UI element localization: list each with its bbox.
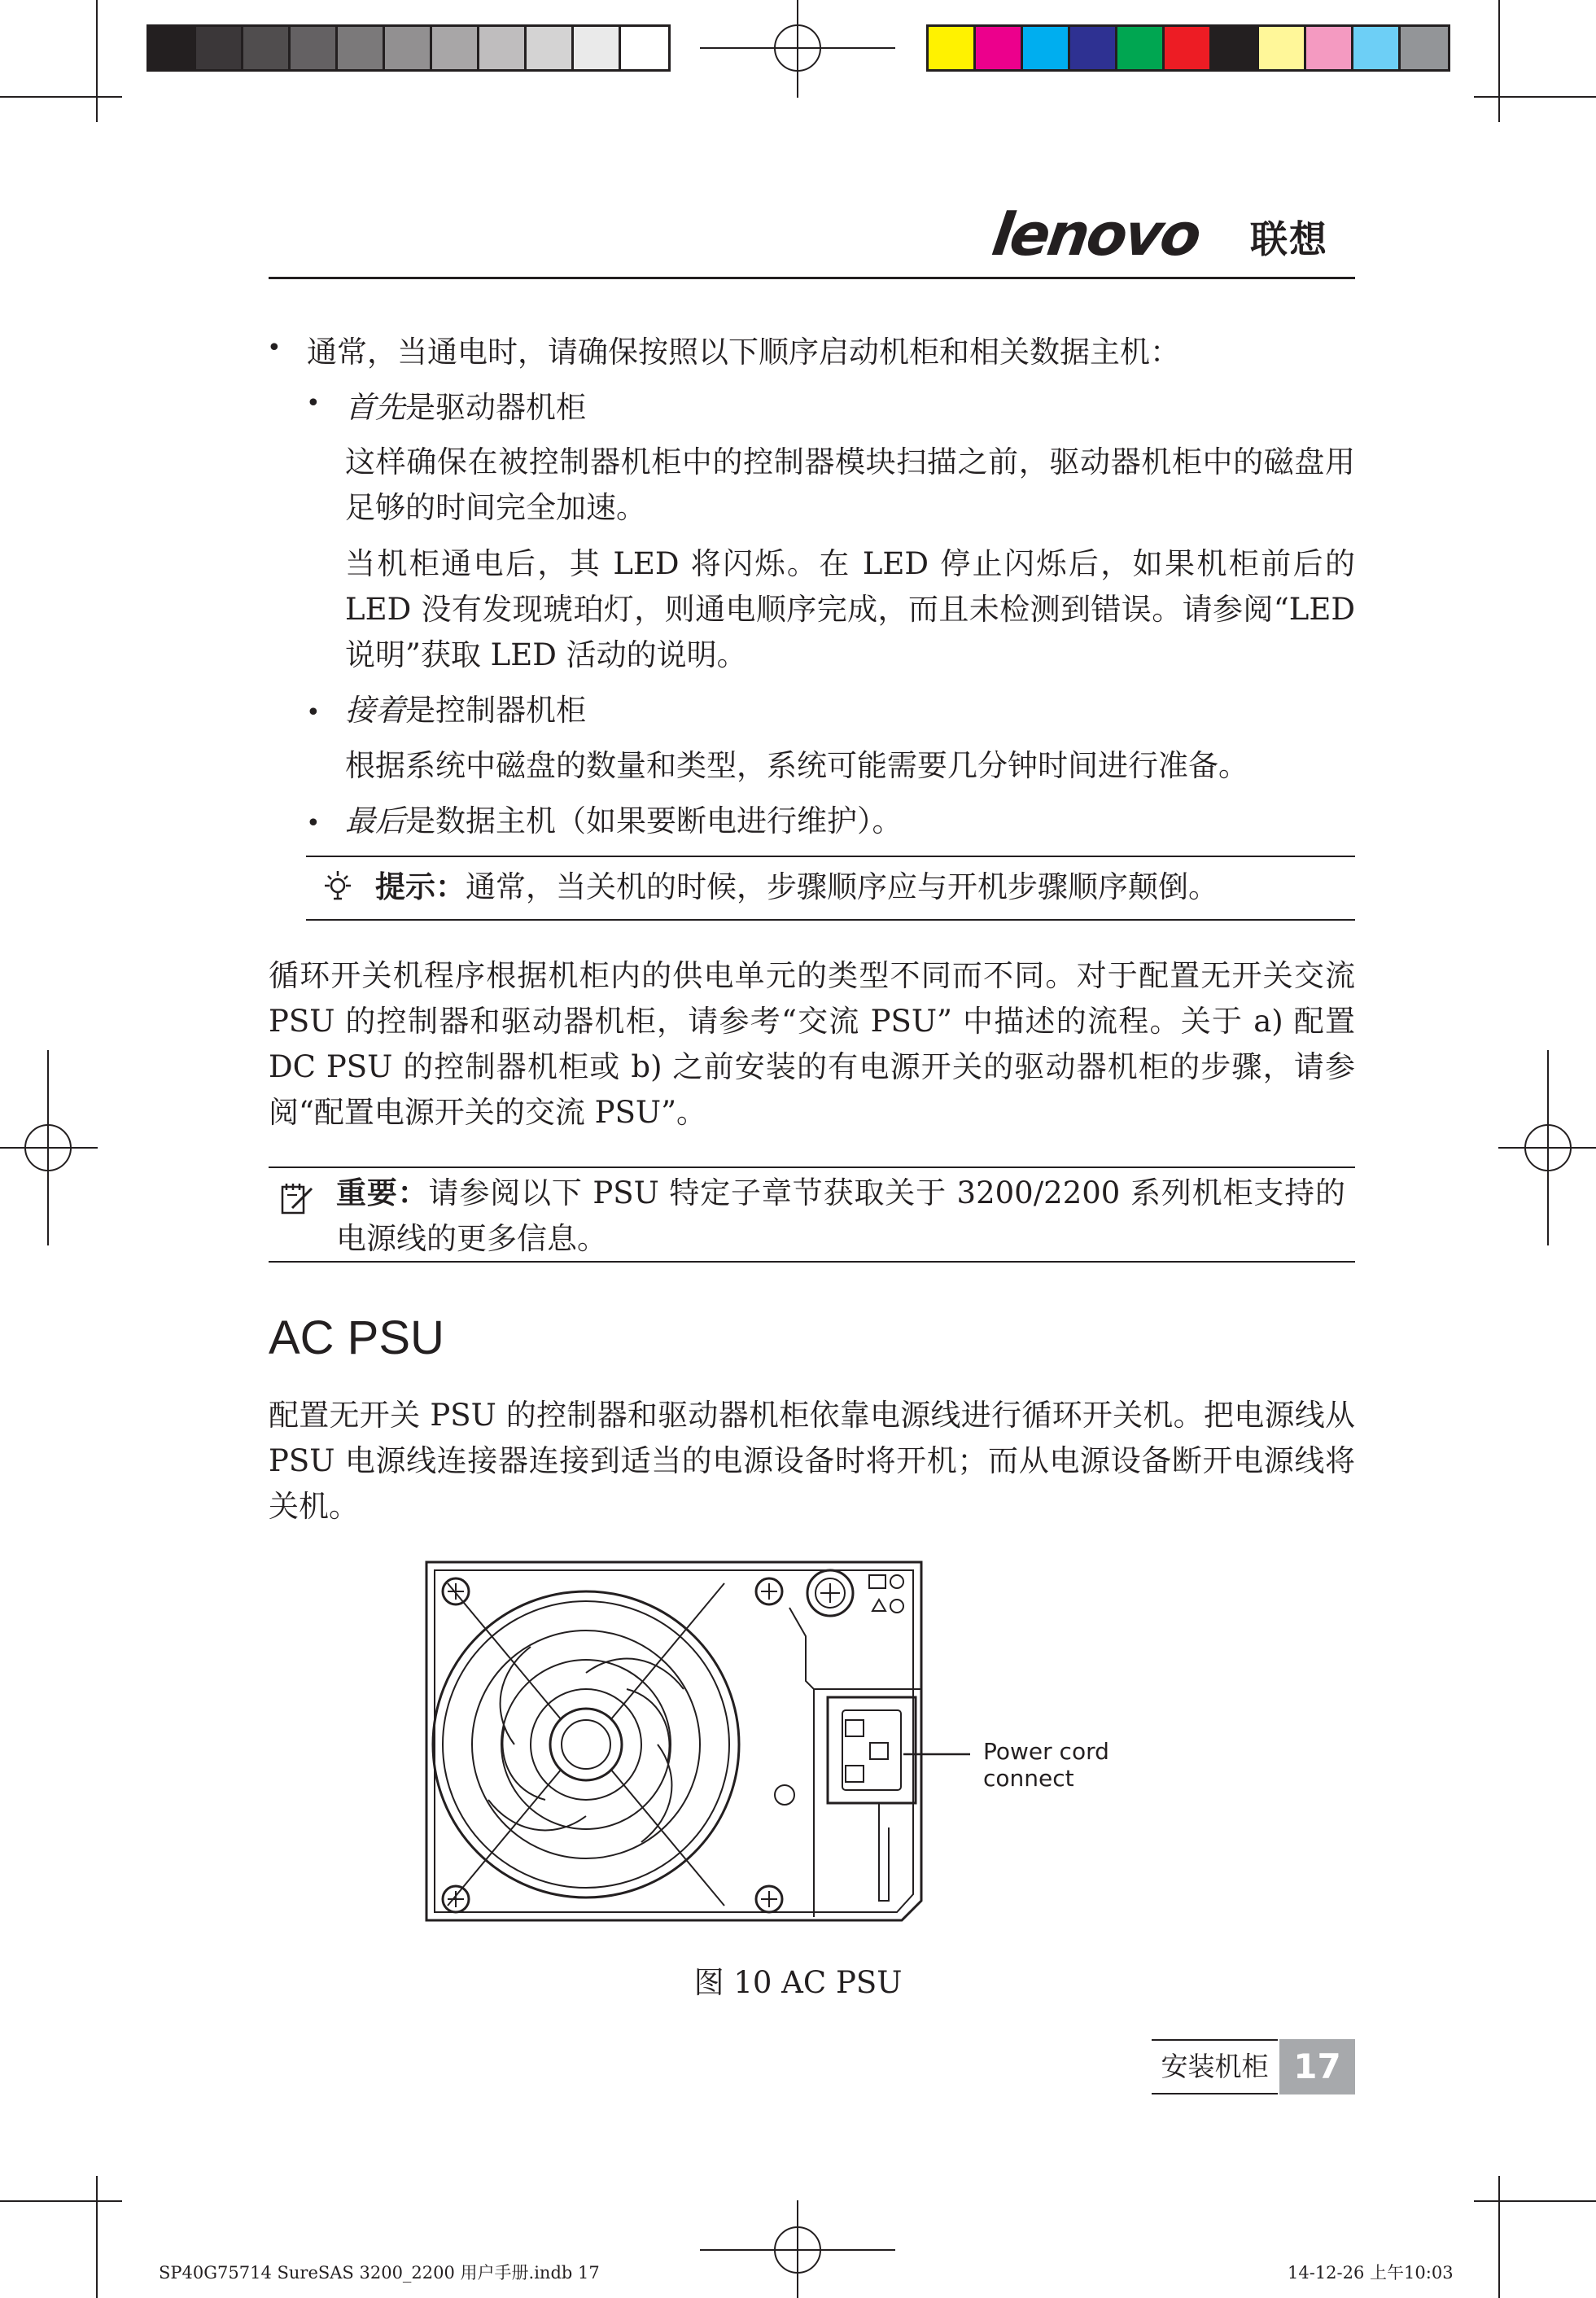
color-swatch xyxy=(385,27,432,69)
bullet-marker: • xyxy=(267,334,282,362)
registration-mark-right xyxy=(1498,1050,1596,1245)
sub-bullet-rest: 是驱动器机柜 xyxy=(405,390,586,425)
sub-bullet-data-host xyxy=(345,799,1354,844)
color-swatch xyxy=(1401,27,1448,69)
registration-mark-bottom xyxy=(700,2200,895,2298)
color-swatch xyxy=(976,27,1023,69)
sub1-paragraph-1: 这样确保在被控制器机柜中的控制器模块扫描之前，驱动器机柜中的磁盘用足够的时间完全加速。 xyxy=(345,444,1355,525)
crop-mark xyxy=(0,96,122,98)
crop-mark xyxy=(1498,0,1500,122)
registration-mark-top xyxy=(700,0,895,98)
sub-bullet-lead: 首先 xyxy=(345,390,405,425)
color-swatch xyxy=(1023,27,1070,69)
sub-bullet-lead: 最后 xyxy=(345,803,405,838)
figure-caption: 图 10 AC PSU xyxy=(693,1965,903,2000)
important-rule-top xyxy=(269,1167,1355,1168)
header-rule xyxy=(269,277,1355,279)
tip-body: 通常，当关机的时候，步骤顺序应与开机步骤顺序颠倒。 xyxy=(466,869,1218,904)
tip-label: 提示： xyxy=(375,869,466,904)
color-swatch xyxy=(1070,27,1117,69)
power-cycle-paragraph: 循环开关机程序根据机柜内的供电单元的类型不同而不同。对于配置无开关交流 PSU 的控制器和驱动器机柜，请参考“交流 PSU” 中描述的流程。关于 a) 配置 DC PSU 的控制器机柜或 b) 之前安装的有电源开关的驱动器机柜的步骤，请参阅“配置电源开关的交流 PSU”。 xyxy=(269,958,1355,1130)
sub-bullet-rest: 是数据主机（如果要断电进行维护）。 xyxy=(405,803,903,838)
page-number: 17 xyxy=(1279,2039,1355,2094)
color-swatch xyxy=(291,27,338,69)
sub1-paragraph-2: 当机柜通电后，其 LED 将闪烁。在 LED 停止闪烁后，如果机柜前后的 LED 没有发现琥珀灯，则通电顺序完成，而且未检测到错误。请参阅“LED 说明”获取 LED 活动的说明。 xyxy=(345,546,1355,672)
color-swatch xyxy=(338,27,385,69)
bullet-marker: • xyxy=(306,809,321,838)
color-swatch xyxy=(1212,27,1259,69)
crop-mark xyxy=(1474,96,1596,98)
color-swatch xyxy=(527,27,574,69)
important-rule-bottom xyxy=(269,1261,1355,1263)
ac-psu-figure xyxy=(423,1559,1205,1933)
sub-bullet-lead: 接着 xyxy=(345,693,405,728)
color-swatch xyxy=(1306,27,1353,69)
footer-section-name: 安装机柜 xyxy=(1152,2039,1278,2094)
color-swatch xyxy=(574,27,621,69)
logo-chinese: 联想 xyxy=(1250,217,1328,261)
color-swatch xyxy=(196,27,243,69)
registration-mark-left xyxy=(0,1050,98,1245)
bullet-marker: • xyxy=(306,698,321,727)
crop-mark xyxy=(1498,2176,1500,2298)
color-swatch xyxy=(243,27,291,69)
sub-bullet-controller-enclosure xyxy=(345,688,1354,733)
color-swatch xyxy=(432,27,479,69)
sub-bullet-drive-enclosure xyxy=(345,385,1354,431)
figure-callout-label: Power cord connect xyxy=(983,1738,1109,1792)
color-swatch xyxy=(621,27,668,69)
tip-rule-bottom xyxy=(306,919,1355,921)
note-pencil-icon xyxy=(279,1180,315,1216)
logo-wordmark: lenovo xyxy=(988,200,1204,269)
sub-bullet-rest: 是控制器机柜 xyxy=(405,693,586,728)
tip-rule-top xyxy=(306,856,1355,857)
color-swatch xyxy=(1117,27,1165,69)
bullet-marker: • xyxy=(306,389,321,418)
intro-bullet-text: 通常，当通电时，请确保按照以下顺序启动机柜和相关数据主机： xyxy=(307,335,1180,370)
section-title: AC PSU xyxy=(269,1311,444,1364)
sub2-paragraph-1: 根据系统中磁盘的数量和类型，系统可能需要几分钟时间进行准备。 xyxy=(345,748,1248,783)
color-swatch xyxy=(149,27,196,69)
color-swatch xyxy=(1353,27,1401,69)
process-color-bar xyxy=(926,24,1450,72)
lenovo-logo xyxy=(988,200,1358,269)
important-body: 请参阅以下 PSU 特定子章节获取关于 3200/2200 系列机柜支持的电源线的更多信息。 xyxy=(336,1175,1345,1256)
color-swatch xyxy=(1165,27,1212,69)
lightbulb-icon xyxy=(321,869,354,902)
color-swatch xyxy=(1259,27,1306,69)
crop-mark xyxy=(0,2200,122,2202)
important-text xyxy=(336,1171,1345,1262)
print-slug-right: 14-12-26 上午10:03 xyxy=(1288,2263,1454,2283)
crop-mark xyxy=(96,2176,98,2298)
grayscale-color-bar xyxy=(146,24,671,72)
tip-text xyxy=(375,864,1352,910)
crop-mark xyxy=(96,0,98,122)
color-swatch xyxy=(929,27,976,69)
print-slug-left: SP40G75714 SureSAS 3200_2200 用户手册.indb 17 xyxy=(159,2263,600,2283)
important-label: 重要： xyxy=(336,1175,429,1210)
color-swatch xyxy=(479,27,527,69)
crop-mark xyxy=(1474,2200,1596,2202)
ac-psu-paragraph: 配置无开关 PSU 的控制器和驱动器机柜依靠电源线进行循环开关机。把电源线从 PSU 电源线连接器连接到适当的电源设备时将开机；而从电源设备断开电源线将关机。 xyxy=(269,1398,1355,1524)
